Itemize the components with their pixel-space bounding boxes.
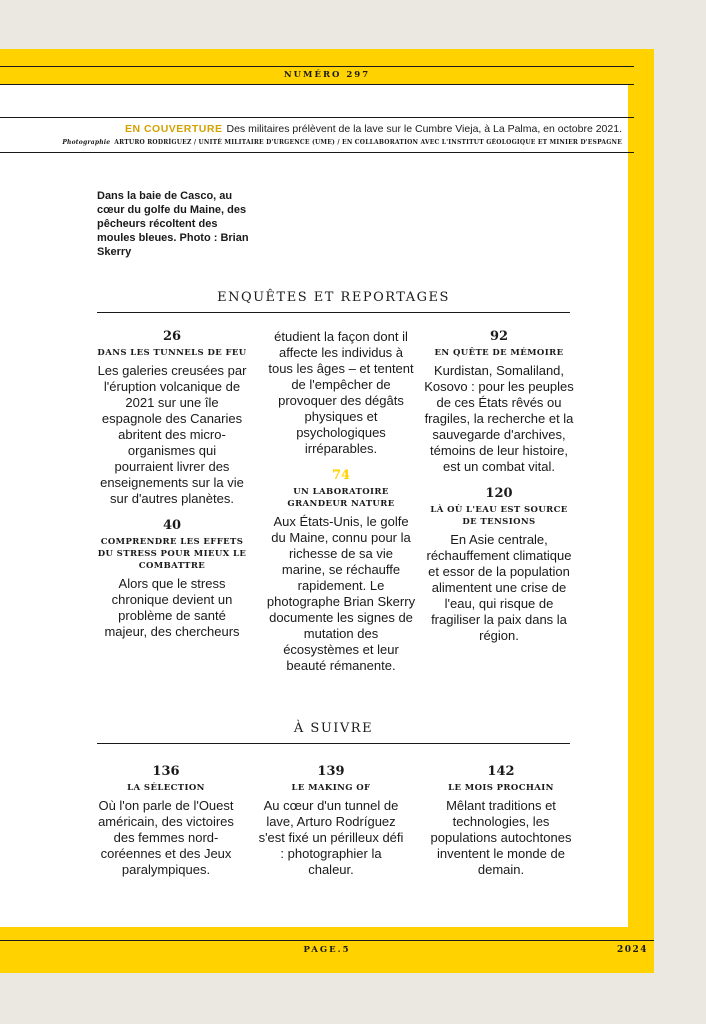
- toc-description: Aux États-Unis, le golfe du Maine, connu pour la richesse de sa vie marine, se réchauffe rapidement. Le photographe Brian Skerry documente les signes de mutation des écosystèmes et leur beauté rémanente.: [266, 514, 416, 673]
- cover-text: Des militaires prélèvent de la lave sur le Cumbre Vieja, à La Palma, en octobre 2021.: [226, 123, 622, 135]
- page-folio: PAGE.5: [303, 945, 351, 955]
- section-rule-a-suivre: [97, 743, 570, 744]
- header-rule-top: [0, 66, 634, 67]
- cover-label: EN COUVERTURE: [124, 123, 223, 135]
- toc-heading: UN LABORATOIRE GRANDEUR NATURE: [287, 487, 395, 509]
- toc-heading: LE MOIS PROCHAIN: [448, 783, 554, 793]
- toc-description: Kurdistan, Somaliland, Kosovo : pour les peuples de ces États rêvés ou fragiles, la recherche et la sauvegarde d'archives, témoins de leur histoire, est un combat vital.: [424, 363, 574, 474]
- toc-page-number: 120: [485, 486, 513, 501]
- toc-page-number: 92: [489, 329, 509, 344]
- section-rule-reportages: [97, 312, 570, 313]
- cover-rule-bottom: [0, 152, 634, 153]
- toc-entry[interactable]: [97, 518, 247, 640]
- photo-caption: Dans la baie de Casco, au cœur du golfe du Maine, des pêcheurs récoltent des moules bleues. Photo : Brian Skerry: [97, 190, 249, 258]
- credit-text: ARTURO RODRÍGUEZ / UNITÉ MILITAIRE D'URGENCE (UME) / EN COLLABORATION AVEC L'INSTITUT GÉOLOGIQUE ET MINIER D'ESPAGNE: [114, 139, 622, 146]
- toc-heading: COMPRENDRE LES EFFETS DU STRESS POUR MIEUX LE COMBATTRE: [97, 537, 247, 571]
- toc-column-2: [266, 329, 416, 685]
- toc-entry[interactable]: [426, 764, 576, 889]
- photo-credit: [62, 139, 622, 146]
- toc-page-number: 26: [162, 329, 182, 344]
- toc-entry[interactable]: [424, 329, 574, 475]
- cover-rule-top: [0, 117, 634, 118]
- toc-entry[interactable]: [424, 486, 574, 644]
- year-label: 2024: [616, 945, 648, 955]
- section-title-reportages: ENQUÊTES ET REPORTAGES: [217, 290, 450, 305]
- toc-heading: EN QUÊTE DE MÉMOIRE: [434, 348, 564, 358]
- toc-page-number: 40: [162, 518, 182, 533]
- toc-entry[interactable]: [91, 764, 241, 889]
- toc-description: En Asie centrale, réchauffement climatique et essor de la population alimentent une crise de l'eau, qui risque de fragiliser la paix dans la région.: [426, 532, 572, 643]
- toc-description: Les galeries creusées par l'éruption volcanique de 2021 sur une île espagnole des Canaries abritent des micro-organismes qui pourraient livrer des enseignements sur la vie sur d'autres planètes.: [97, 363, 247, 506]
- toc-entry[interactable]: [266, 468, 416, 674]
- toc-entry[interactable]: [256, 764, 406, 889]
- footer-rule: [0, 940, 654, 941]
- toc-description: Où l'on parle de l'Ouest américain, des victoires des femmes nord-coréennes et des Jeux paralympiques.: [98, 798, 234, 877]
- toc-heading: LE MAKING OF: [291, 783, 371, 793]
- cover-line: [125, 123, 622, 135]
- toc-description-continued: étudient la façon dont il affecte les individus à tous les âges – et tentent de l'empêcher de provoquer des dégâts physiques et psychologiques irréparables.: [268, 329, 414, 456]
- section-title-a-suivre: À SUIVRE: [293, 721, 374, 736]
- toc-page-number: 136: [152, 764, 180, 779]
- toc-description: Alors que le stress chronique devient un problème de santé majeur, des chercheurs: [104, 576, 240, 639]
- toc-page-number: 139: [317, 764, 345, 779]
- toc-heading: LÀ OÙ L'EAU EST SOURCE DE TENSIONS: [430, 505, 568, 527]
- toc-column-1: [97, 329, 247, 651]
- toc-column-3: [424, 329, 574, 655]
- header-rule-bottom: [0, 84, 634, 85]
- issue-number: NUMÉRO 297: [283, 70, 371, 80]
- toc-heading: DANS LES TUNNELS DE FEU: [97, 348, 247, 358]
- toc-page-number: 142: [487, 764, 515, 779]
- toc-description: Mêlant traditions et technologies, les populations autochtones inventent le monde de demain.: [430, 798, 572, 877]
- toc-page-number: 74: [331, 468, 351, 483]
- toc-heading: LA SÉLECTION: [127, 783, 205, 793]
- toc-entry[interactable]: [97, 329, 247, 507]
- toc-description: Au cœur d'un tunnel de lave, Arturo Rodríguez s'est fixé un périlleux défi : photographier la chaleur.: [258, 798, 404, 877]
- credit-label: Photographie: [62, 139, 111, 146]
